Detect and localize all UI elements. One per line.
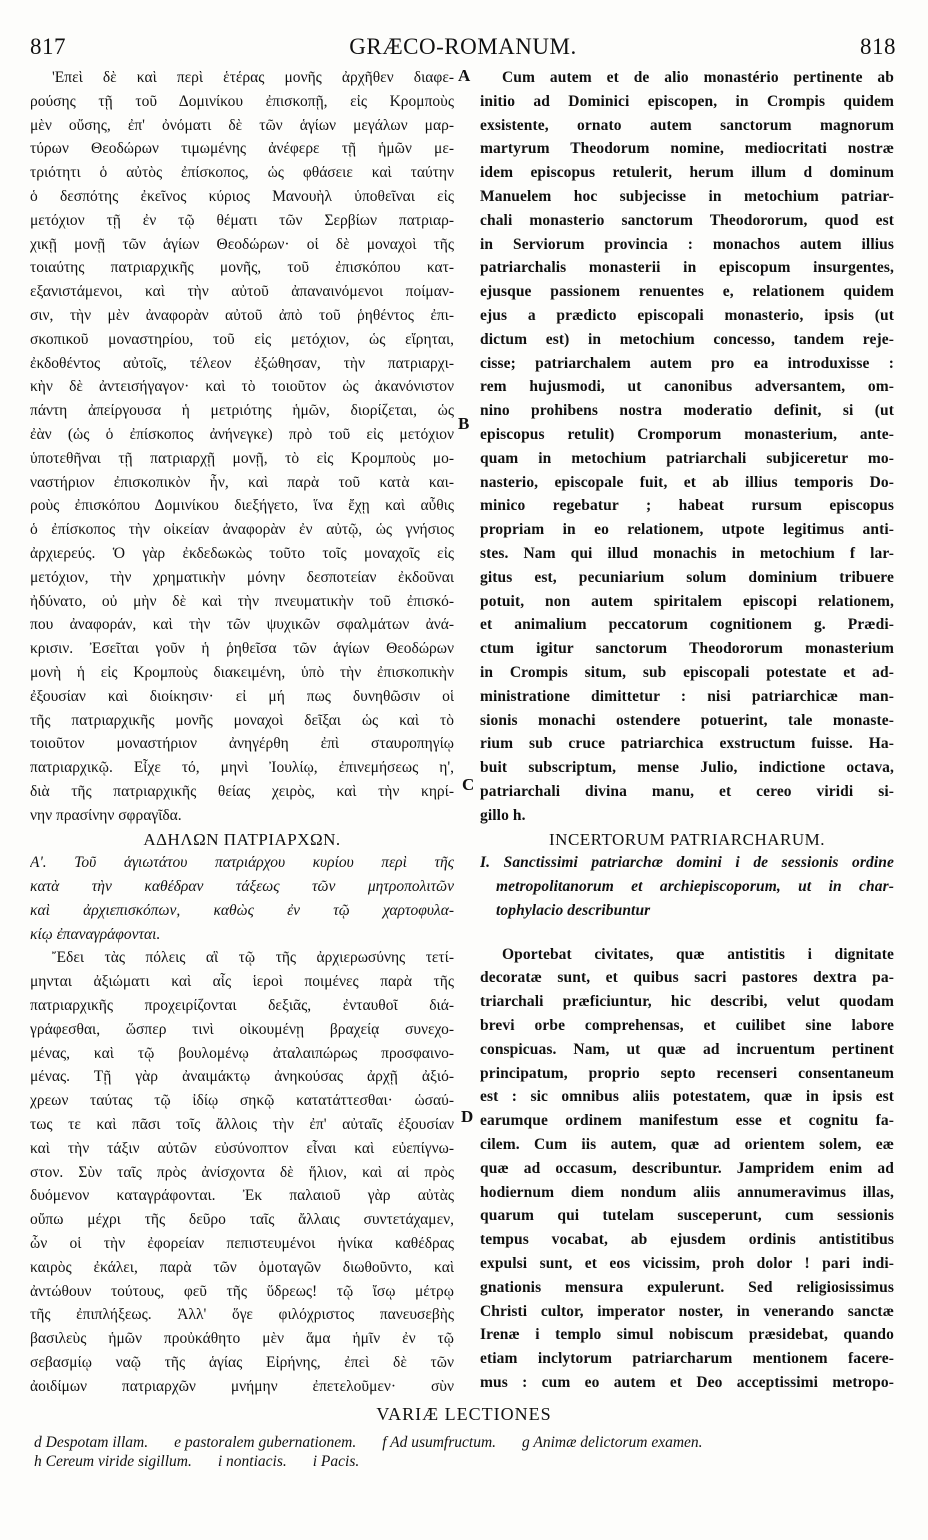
- text-line: που ἀναφοράν, καὶ τὴν τῶν ψυχικῶν σφαλμάτων ἀνά-: [30, 616, 454, 634]
- text-line: sionis monachi ostendere potuerint, tale monaste-: [480, 711, 894, 729]
- text-line: 'Επεὶ δὲ καὶ περὶ ἑτέρας μονῆς ἀρχῆθεν διαφε-: [52, 69, 454, 86]
- text-line: earumque ordinem manifestum esse et cognitu fa-: [480, 1112, 894, 1130]
- text-line: διὰ τῆς πατριαρχικῆς θείας χειρὸς, καὶ τὴν κηρί-: [30, 782, 454, 800]
- text-line: ἀοιδίμων πατριαρχῶν μνήμην ἐπετελοῦμεν· σὺν: [30, 1377, 454, 1395]
- text-line: ctum igitur sanctorum Theodororum monasterium: [480, 640, 894, 658]
- text-line: μένας. Τῇ γὰρ ἀναιμάκτῳ ἀνηκούσας ἀρχῇ ἀξιό-: [30, 1068, 454, 1086]
- text-line: τοιοῦτον μοναστήριον ἀνηγέρθη ἐπὶ σταυροπηγίῳ: [30, 735, 454, 753]
- text-line: ἐὰν (ὡς ὁ ἐπίσκοπος ἀνήνεγκε) πρὸ τοῦ εἰς μετόχιον: [30, 425, 454, 443]
- text-line: ejus a prædicto episcopali monasterio, ipsis (ut: [480, 306, 894, 324]
- text-line: Irenæ i templo simul nobiscum præsidebat, quando: [480, 1326, 894, 1344]
- running-header: [30, 34, 896, 62]
- text-line: τοιαύτης πατριαρχικῆς μονῆς, τοῦ ἐπισκόπου κατ-: [30, 259, 454, 277]
- text-line: Oportebat civitates, quæ antistitis i dignitate: [502, 945, 894, 963]
- text-line: σκοπικοῦ μοναστηρίου, τοῦ εἰς μετόχιον, ὡς εἴρηται,: [30, 330, 454, 348]
- text-line: γράφεσθαι, ὥσπερ τινὶ οἰκουμένῃ βραχείᾳ συνεχο-: [30, 1020, 454, 1038]
- text-line: στον. Σὺν ταῖς πρὸς ἀνίσχοντα δὲ ἥλιον, καὶ αἱ πρὸς: [30, 1163, 454, 1181]
- text-line: ἐξουσίαν καὶ διοίκησιν· εἰ μή πως δυνηθῶσιν οἱ: [30, 687, 454, 705]
- text-line: episcopus retulit) Cromporum monasterium, ante-: [480, 425, 894, 443]
- text-line: ὧν οἱ τὴν ἐφορείαν πεπιστευμένοι ἡνίκα καθέδρας: [30, 1235, 454, 1253]
- text-line: et animalium peccatorum cognitionem g. Prædi-: [480, 616, 894, 634]
- text-line: rem hujusmodi, ut canonibus adversantem, om-: [480, 378, 894, 396]
- text-line: χικῇ μονῇ τῶν ἁγίων Θεοδώρων· οἱ δὲ μοναχοὶ τῆς: [30, 235, 454, 253]
- text-line: τῆς ἐπιπλήξεως. Ἀλλ' ὅγε φιλόχριστος πανευσεβὴς: [30, 1306, 454, 1324]
- text-line: καὶ ἀρχιεπισκόπων, καθὼς ἐν τῷ χαρτοφυλα-: [30, 901, 454, 919]
- text-line: πάντη ἀπείργουσα ἡ μετριότης ἡμῶν, διορίζεται, ὡς: [30, 402, 454, 420]
- text-line: Manuelem hoc subjecisse in metochium patriar-: [480, 187, 894, 205]
- margin-marker-b: B: [458, 414, 470, 433]
- greek-column: [30, 66, 454, 1399]
- variant-note: e pastoralem gubernationem.: [174, 1434, 357, 1451]
- text-line: Ἔδει τὰς πόλεις αἳ τῷ τῆς ἀρχιερωσύνης τετί-: [52, 949, 454, 967]
- text-line: gnationis mensura expulerunt. Sed religiosissimus: [480, 1278, 894, 1296]
- margin-marker-d: D: [461, 1107, 474, 1126]
- text-line: οὔπω μέχρι τῆς δεῦρο ταῖς ἄλλαις συντετάχαμεν,: [30, 1211, 454, 1229]
- margin-marker-a: A: [458, 66, 471, 85]
- text-line: buit subscriptum, mense Julio, indictione octava,: [480, 759, 894, 777]
- text-line: κίῳ ἐπαναγράφονται.: [30, 925, 161, 943]
- variant-note: i nontiacis.: [217, 1453, 287, 1470]
- text-line: κατὰ τὴν καθέδραν τάξεως τῶν μητροπολιτῶν: [30, 878, 454, 896]
- left-page-number: 817: [30, 34, 66, 59]
- text-line: patriarchali divina manu, et cereo viridi si-: [480, 782, 894, 800]
- text-line: ἠδύνατο, οὐ μὴν δὲ καὶ τὴν πνευματικὴν τοῦ ἐπισκό-: [30, 592, 454, 610]
- text-line: chali monasterio sanctorum Theodororum, quod est: [480, 211, 894, 229]
- text-line: τῆς πατριαρχικῆς μονῆς μοναχοὶ δεῖξαι ὡς καὶ τὸ: [30, 711, 454, 729]
- text-line: potuit, non autem spiritalem episcopi relationem,: [480, 592, 894, 610]
- variae-lectiones-heading: VARIÆ LECTIONES: [376, 1404, 552, 1424]
- text-line: Α'. Τοῦ ἁγιωτάτου πατριάρχου κυρίου περὶ τῆς: [30, 854, 454, 872]
- text-line: martyrum Theodorum nomine, mediocritati nostræ: [480, 140, 894, 158]
- text-line: τριότητι ὁ αὐτὸς ἐπίσκοπος, ὡς φθάσειε καὶ ταύτην: [30, 164, 454, 182]
- text-line: quam in metochium patriarchali subjiceretur mo-: [480, 449, 894, 467]
- text-line: ροὺς ἐπισκόπου Δομινίκου διεξήγετο, ἵνα ἔχῃ καὶ αὖθις: [30, 497, 454, 515]
- text-line: expulsi sunt, et eos vicissim, proh dolor ! pari indi-: [480, 1255, 894, 1273]
- variant-notes-line-1: [34, 1434, 898, 1452]
- text-line: ejusque passionem renuentes e, relationem quidem: [480, 283, 894, 301]
- text-line: in Crompis situm, sub episcopali potestate et ad-: [480, 663, 894, 681]
- text-line: decoratæ sunt, et quibus sacri pastores dextra pa-: [480, 969, 894, 987]
- text-line: mus : cum eo autem et Deo acceptissimi metropo-: [480, 1374, 894, 1392]
- text-line: quæ ad occasum, describuntur. Jampridem enim ad: [480, 1159, 894, 1177]
- text-line: ἀρχιερεύς. Ὁ γὰρ ἐκδεδωκὼς τοῦτο τοῖς μοναχοῖς εἰς: [30, 544, 454, 562]
- text-line: ἀντώθουν τούτους, φεῦ τῆς ὕδρεως! τῷ ἴσῳ μέτρῳ: [30, 1282, 454, 1300]
- text-line: INCERTORUM PATRIARCHARUM.: [549, 829, 825, 849]
- text-line: conspicuas. Nam, ut quæ ad incruentum pertinent: [480, 1040, 894, 1058]
- text-line: ὁ ἐπίσκοπος τὴν οἰκείαν ἀναφορὰν ἐν αὐτῷ, ὡς γνήσιος: [30, 521, 454, 539]
- text-line: δυόμενον καταγράφονται. Ἐκ παλαιοῦ γὰρ αὐτὰς: [30, 1187, 454, 1205]
- text-line: stes. Nam qui illud monachis in metochium f lar-: [480, 544, 894, 562]
- text-line: κρισιν. Ἐσεῖται γοῦν ἡ ῥηθεῖσα τῶν ἁγίων Θεοδώρων: [30, 640, 454, 658]
- text-line: ὑποτεθῆναι τῇ πατριαρχῇ μονῇ, τὸ εἰς Κρομποὺς μο-: [30, 449, 454, 467]
- text-line: κὴν δὲ ἀντεισήγαγον· καὶ τὸ τοιοῦτον ὡς ἀκανόνιστον: [30, 378, 454, 396]
- variant-note: f Ad usumfructum.: [382, 1434, 497, 1451]
- text-line: I. Sanctissimi patriarchæ domini i de sessionis ordine: [480, 854, 894, 872]
- text-line: etiam inclytorum patriarcharum mentionem facere-: [480, 1350, 894, 1368]
- text-line: quarum qui tutelam susceperunt, cum sessionis: [480, 1207, 894, 1225]
- text-line: dictum est) in metochium concesso, tandem reje-: [480, 330, 894, 348]
- variant-notes-line-2: [34, 1453, 898, 1471]
- text-line: τύρων Θεοδώρων τιμωμένης ἀνέφερε τῇ ἡμῶν με-: [30, 140, 454, 158]
- text-line: Christi cultor, imperator noster, in venerando sanctæ: [480, 1302, 894, 1320]
- text-line: ρούσης τῇ τοῦ Δομινίκου ἐπισκοπῇ, εἰς Κρομποὺς: [30, 92, 454, 110]
- text-line: ἐκδοθέντος αὐτοῖς, τέλεον ἐξώθησαν, τὴν πατριαρχι-: [30, 354, 454, 372]
- text-line: metropolitanorum et archiepiscoporum, ut in char-: [496, 878, 894, 896]
- right-page-number: 818: [860, 34, 896, 59]
- text-line: nasterio, episcopale fuit, et ab illius temporis Do-: [480, 473, 894, 491]
- text-line: cisse; patriarchalem autem pro ea introduxisse :: [480, 354, 894, 372]
- text-line: gitus est, pecuniarium solum dominium tribuere: [480, 568, 894, 586]
- text-line: Cum autem et de alio monastério pertinente ab: [502, 69, 894, 86]
- text-line: tophylacio describuntur: [496, 901, 651, 919]
- text-line: in Serviorum provincia : monachos autem illius: [480, 235, 894, 253]
- variant-note: d Despotam illam.: [34, 1434, 149, 1451]
- text-line: initio ad Dominici episcopen, in Crompis quidem: [480, 92, 894, 110]
- text-line: triarchali præficiuntur, hic describi, velut quodam: [480, 993, 894, 1011]
- text-line: βασιλεὺς ἡμῶν προὐκάθητο μὲν ἅμα ἡμῖν ἐν τῷ: [30, 1330, 454, 1348]
- text-line: νην πρασίνην σφραγῖδα.: [30, 806, 182, 824]
- variant-note: h Cereum viride sigillum.: [34, 1453, 192, 1470]
- text-line: χρεων ταύτας τῷ ἰδίῳ σηκῷ κατατάττεσθαι· ὡσαύ-: [30, 1092, 454, 1110]
- text-line: μετόχιον, τὴν χρηματικὴν μόνην δεσποτείαν ἐκδοῦναι: [30, 568, 454, 586]
- text-line: idem episcopus retulerit, herum illum d dominum: [480, 164, 894, 182]
- text-line: μένας, καὶ τῷ βουλομένῳ ἀταλαιπώρως προσφαινο-: [30, 1044, 454, 1062]
- text-line: πατριαρχικῆς προχειρίζονται δεξιᾶς, ἐνταυθοῖ διά-: [30, 997, 454, 1015]
- text-line: tempus vocabat, ab ejusdem ordinis antistitibus: [480, 1231, 894, 1249]
- text-line: πατριαρχικῷ. Εἶχε τό, μηνὶ Ἰουλίῳ, ἐπινεμήσεως η',: [30, 759, 454, 777]
- text-line: patriarchalis monasterii in episcopum insurgentes,: [480, 259, 894, 277]
- text-line: σιν, τὴν μὲν ἀναφορὰν αὐτοῦ ἀπὸ τοῦ ῥηθέντος ἐπι-: [30, 306, 454, 324]
- variant-note: g Animæ delictorum examen.: [522, 1434, 703, 1451]
- text-line: τως τε καὶ πᾶσι τοῖς ἄλλοις τὴν ἐπ' αὐταῖς ἐξουσίαν: [30, 1116, 454, 1134]
- text-line: minico regebatur ; habeat rursum episcopus: [480, 497, 894, 515]
- text-line: propriam in eo relationem, utpote legitimus anti-: [480, 521, 894, 539]
- margin-marker-c: C: [462, 775, 475, 794]
- text-line: ὁ δεσπότης ἐκεῖνος κύριος Μανουὴλ ὑποθεῖναι εἰς: [30, 187, 454, 205]
- text-line: μὲν οὔσης, ἐπ' ὀνόματι δὲ τῶν ἁγίων μεγάλων μαρ-: [30, 116, 454, 134]
- text-line: καιρὸς ἐκάλει, παρὰ τῶν ὁμοταγῶν διωθοῦντο, καὶ: [30, 1258, 454, 1276]
- text-line: ΑΔΗΛΩΝ ΠΑΤΡΙΑΡΧΩΝ.: [143, 829, 341, 849]
- text-line: gillo h.: [480, 806, 526, 824]
- text-line: μετόχιον τῇ ἐν τῷ θέματι τῶν Σερβίων πατριαρ-: [30, 211, 454, 229]
- text-line: rium sub cruce patriarchica exstructum fuisse. Ha-: [480, 735, 894, 753]
- text-line: εξανιστάμενοι, καὶ τὴν αὐτοῦ ἀπαναινόμενοι ποίμαν-: [30, 283, 454, 301]
- variant-note: i Pacis.: [312, 1453, 360, 1470]
- text-line: brevi orbe comprehensas, et cuilibet sine labore: [480, 1017, 894, 1035]
- text-line: cilem. Cum iis autem, quæ ad orientem solem, eæ: [480, 1136, 894, 1154]
- running-title: GRÆCO-ROMANUM.: [349, 34, 577, 59]
- text-line: hodiernum diem nondum aliis annumeravimus illas,: [480, 1183, 894, 1201]
- text-line: ναστήριον ἐπισκοπικὸν ἦν, καὶ παρὰ τοῦ κατὰ και-: [30, 473, 454, 491]
- text-line: ministratione dimittetur : nisi patriarchicæ man-: [480, 687, 894, 705]
- text-line: principatum, proprio septo recenseri consentaneum: [480, 1064, 894, 1082]
- latin-column: [480, 66, 894, 1395]
- text-line: est : sic omnibus aliis potestatem, quæ in ipsis est: [480, 1088, 894, 1106]
- text-line: μονὴ ἡ εἰς Κρομποὺς διακειμένη, ὑπὸ τὴν ἐπισκοπικὴν: [30, 663, 454, 681]
- text-line: σεβασμίῳ ναῷ τῆς ἁγίας Εἰρήνης, ἐπεὶ δὲ τῶν: [30, 1354, 454, 1372]
- text-line: μηνται ἀξιώματι καὶ αἷς ἱεροὶ ποιμένες παρὰ τῆς: [30, 973, 454, 991]
- text-line: nino prohibens nostra moderatio definit, si (ut: [480, 402, 894, 420]
- text-line: καὶ τὴν τάξιν αὐτῶν εὐσύνοπτον εἶναι καὶ εὐεπίγνω-: [30, 1139, 454, 1157]
- text-line: exsistente, ornato autem sanctorum magnorum: [480, 116, 894, 134]
